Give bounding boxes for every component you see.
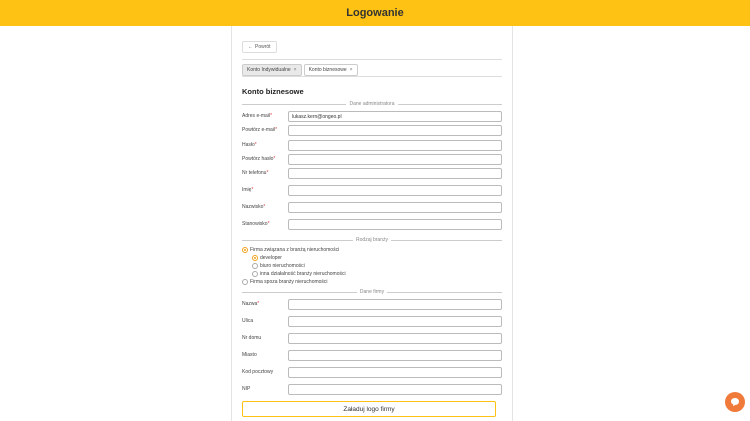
header-bar [0, 0, 750, 26]
form-panel [231, 26, 513, 421]
house-number-row [242, 333, 502, 344]
radio-label: Firma związana z branżą nieruchomości [250, 247, 340, 253]
tab-konto-indywidualne[interactable] [242, 64, 302, 76]
field-label: Nazwa* [242, 301, 260, 307]
company-name-row [242, 299, 502, 310]
radio-button[interactable] [242, 247, 248, 253]
radio-non-real-estate[interactable] [242, 279, 328, 285]
company-name-field[interactable] [288, 299, 502, 310]
close-icon[interactable]: × [293, 67, 297, 73]
first-name-row [242, 185, 502, 196]
tab-label: Konto Indywidualne [247, 67, 291, 73]
position-field[interactable] [288, 219, 502, 230]
field-label: Nr domu [242, 335, 262, 341]
nip-row [242, 384, 502, 395]
chat-button[interactable] [725, 392, 745, 412]
radio-label: developer [260, 255, 282, 261]
field-label: Ulica [242, 318, 254, 324]
field-label: Nazwisko* [242, 204, 266, 210]
position-row [242, 219, 502, 230]
city-row [242, 350, 502, 361]
postal-code-row [242, 367, 502, 378]
section-admin [242, 101, 502, 107]
phone-row [242, 168, 502, 179]
repeat-email-row [242, 125, 502, 136]
last-name-field[interactable] [288, 202, 502, 213]
tab-label: Konto biznesowe [308, 67, 347, 73]
account-type-tabs [242, 64, 358, 76]
email-field[interactable] [288, 111, 502, 122]
last-name-row [242, 202, 502, 213]
radio-developer[interactable] [252, 255, 282, 261]
repeat-password-field[interactable] [288, 154, 502, 165]
section-branch [242, 237, 502, 243]
password-field[interactable] [288, 140, 502, 151]
radio-button[interactable] [252, 255, 258, 261]
field-label: Kod pocztowy [242, 369, 274, 375]
field-label: Adres e-mail* [242, 113, 273, 119]
repeat-password-row [242, 154, 502, 165]
form-title: Konto biznesowe [242, 87, 304, 96]
section-company [242, 289, 502, 295]
radio-real-estate-company[interactable] [242, 247, 339, 253]
chat-icon [730, 397, 740, 407]
radio-button[interactable] [252, 263, 258, 269]
repeat-email-field[interactable] [288, 125, 502, 136]
postal-code-field[interactable] [288, 367, 502, 378]
radio-real-estate-office[interactable] [252, 263, 305, 269]
field-label: Miasto [242, 352, 257, 358]
field-label: Powtórz hasło* [242, 156, 276, 162]
section-label: Dane administratora [349, 101, 395, 107]
field-label: Powtórz e-mail* [242, 127, 278, 133]
divider [242, 76, 502, 77]
street-row [242, 316, 502, 327]
radio-other-real-estate[interactable] [252, 271, 346, 277]
password-row [242, 140, 502, 151]
radio-button[interactable] [252, 271, 258, 277]
phone-field[interactable] [288, 168, 502, 179]
back-button-label: Powrót [255, 44, 271, 50]
back-button[interactable] [242, 41, 277, 53]
section-label: Dane firmy [359, 289, 385, 295]
field-label: Imię* [242, 187, 254, 193]
street-field[interactable] [288, 316, 502, 327]
field-label: Nr telefonu* [242, 170, 269, 176]
radio-label: biuro nieruchomości [260, 263, 305, 269]
field-label: Hasło* [242, 142, 257, 148]
radio-label: Firma spoza branży nieruchomości [250, 279, 328, 285]
first-name-field[interactable] [288, 185, 502, 196]
upload-logo-button[interactable]: Załaduj logo firmy [242, 401, 496, 417]
house-number-field[interactable] [288, 333, 502, 344]
page-title: Logowanie [346, 7, 404, 19]
city-field[interactable] [288, 350, 502, 361]
section-label: Rodzaj branży [356, 237, 388, 243]
arrow-left-icon: ← [248, 44, 253, 50]
field-label: NIP [242, 386, 251, 392]
close-icon[interactable]: × [349, 67, 353, 73]
nip-field[interactable] [288, 384, 502, 395]
radio-label: inna działalność branży nieruchomości [260, 271, 346, 277]
field-label: Stanowisko* [242, 221, 270, 227]
divider [242, 59, 502, 60]
tab-konto-biznesowe[interactable] [304, 64, 358, 76]
email-row [242, 111, 502, 122]
radio-button[interactable] [242, 279, 248, 285]
